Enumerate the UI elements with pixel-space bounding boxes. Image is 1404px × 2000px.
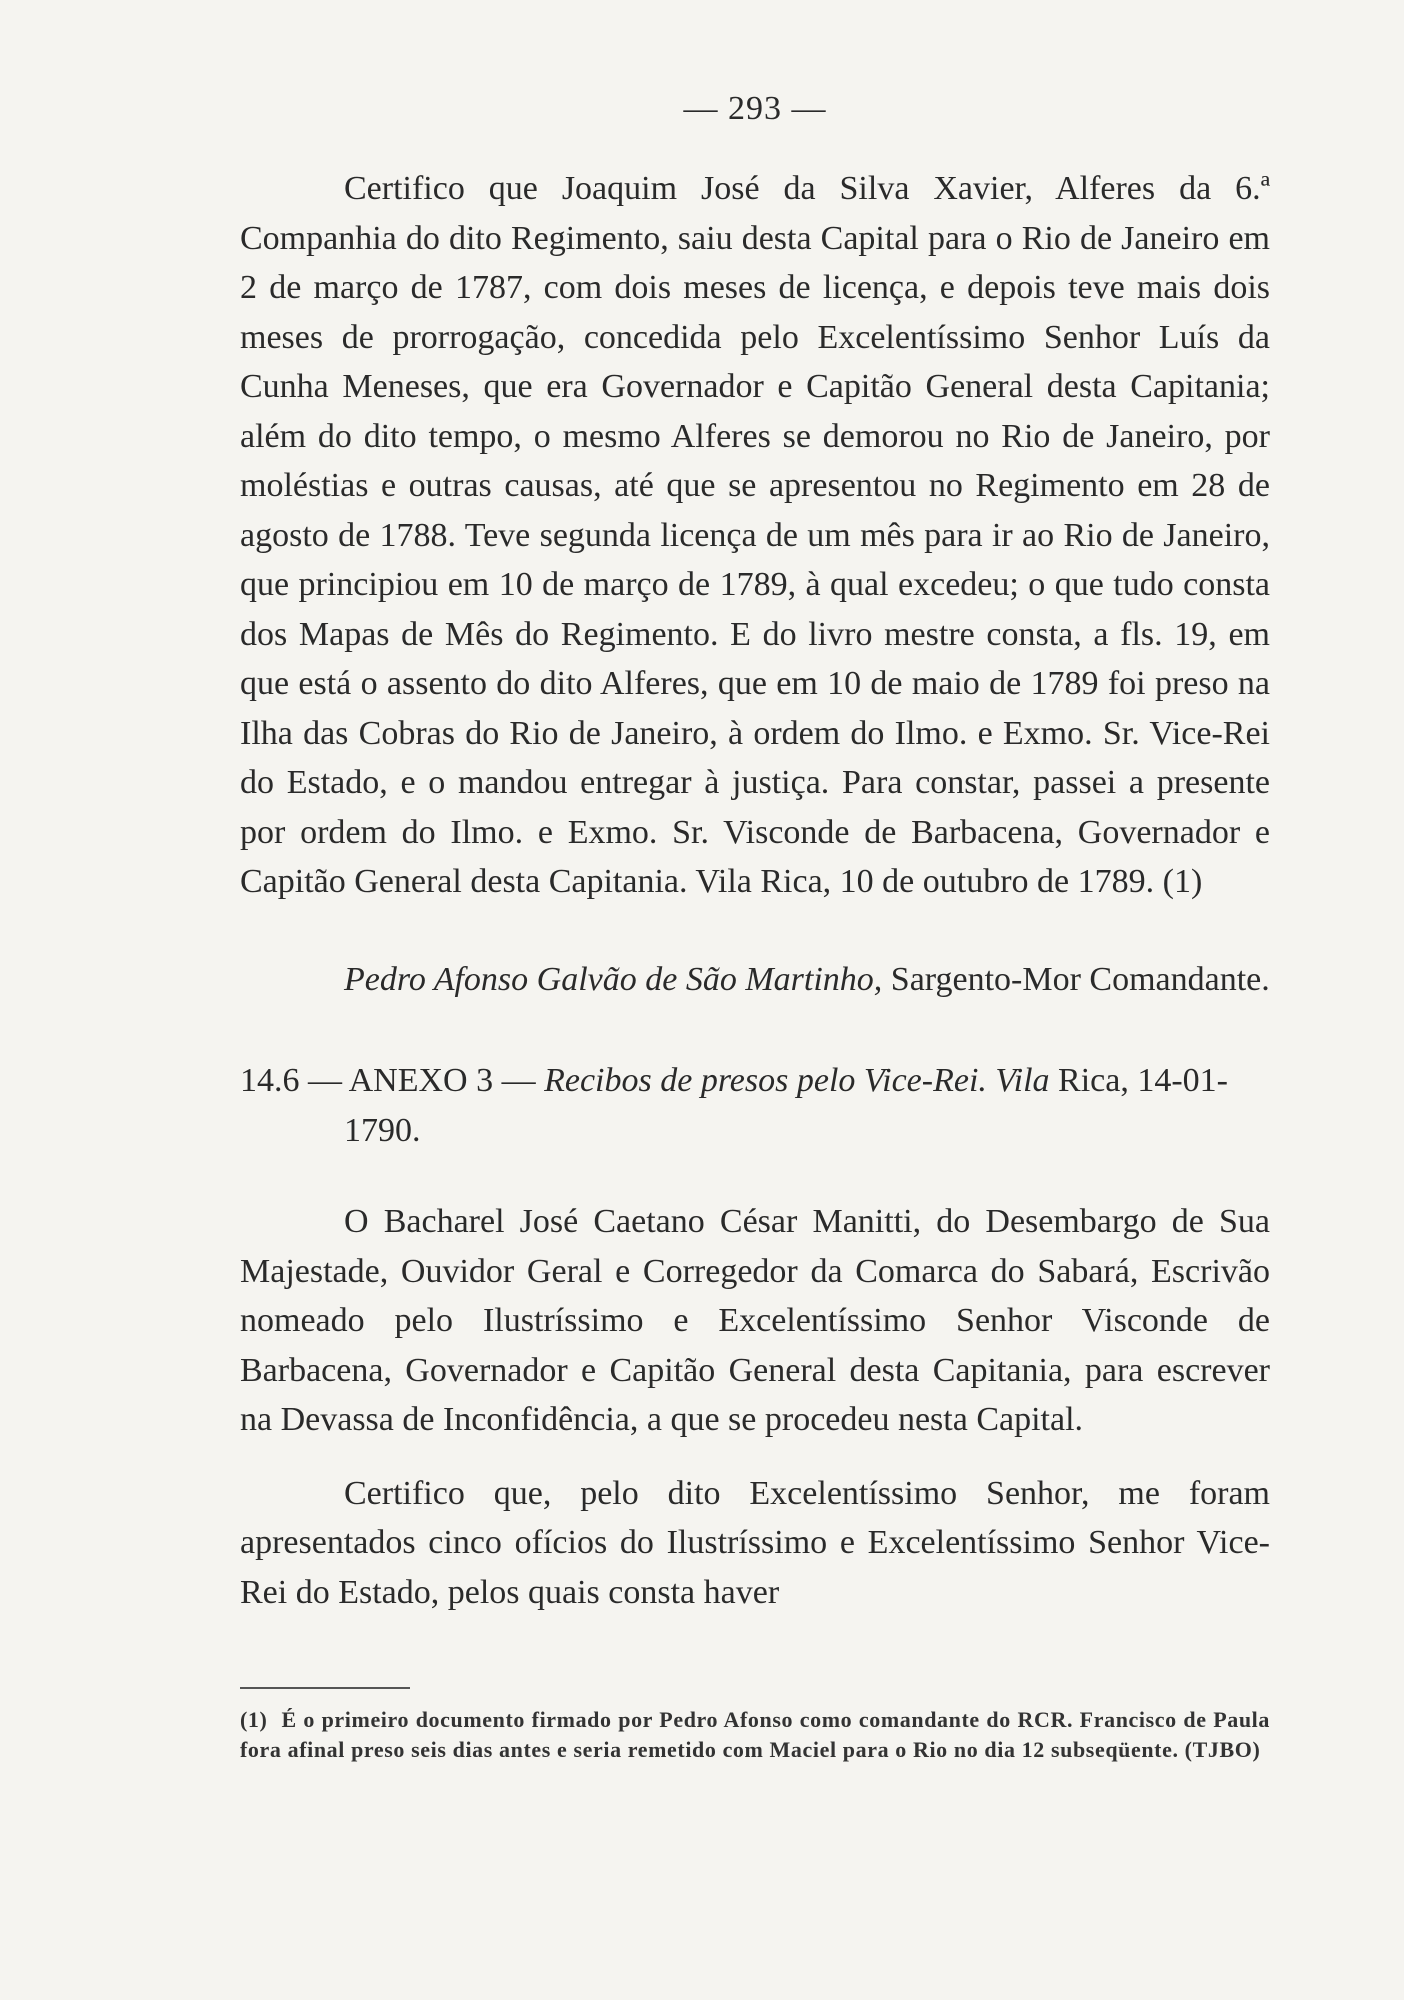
signature-title: Sargento-Mor Comandante. [882,960,1270,998]
footnote-marker: (1) [240,1707,268,1732]
annex-heading [240,1056,1270,1155]
footnote-divider [240,1687,410,1689]
annex-date: Rica, 14-01-1790. [344,1062,1228,1149]
footnote-text: É o primeiro documento firmado por Pedro Afonso como comandante do RCR. Francisco de Paula fora afinal preso seis dias antes e seria remetido com Maciel para o Rio no dia 12 subseqüente. (TJBO) [240,1707,1270,1762]
certificate-paragraph: Certifico que Joaquim José da Silva Xavier, Alferes da 6.ª Companhia do dito Regimento, saiu desta Capital para o Rio de Janeiro em 2 de março de 1787, com dois meses de licença, e depois teve mais dois meses de prorrogação, concedida pelo Excelentíssimo Senhor Luís da Cunha Meneses, que era Governador e Capitão General desta Capitania; além do dito tempo, o mesmo Alferes se demorou no Rio de Janeiro, por moléstias e outras causas, até que se apresentou no Regimento em 28 de agosto de 1788. Teve segunda licença de um mês para ir ao Rio de Janeiro, que principiou em 10 de março de 1789, à qual excedeu; o que tudo consta dos Mapas de Mês do Regimento. E do livro mestre consta, a fls. 19, em que está o assento do dito Alferes, que em 10 de maio de 1789 foi preso na Ilha das Cobras do Rio de Janeiro, à ordem do Ilmo. e Exmo. Sr. Vice-Rei do Estado, e o mandou entregar à justiça. Para constar, passei a presente por ordem do Ilmo. e Exmo. Sr. Visconde de Barbacena, Governador e Capitão General desta Capitania. Vila Rica, 10 de outubro de 1789. (1) [240,170,1270,900]
annex-number: 14.6 — ANEXO 3 — [240,1062,545,1099]
footnote [240,1705,1270,1765]
signature-name: Pedro Afonso Galvão de São Martinho, [344,960,883,998]
scribe-paragraph: O Bacharel José Caetano César Manitti, do Desembargo de Sua Majestade, Ouvidor Geral e Corregedor da Comarca do Sabará, Escrivão nomeado pelo Ilustríssimo e Excelentíssimo Senhor Visconde de Barbacena, Governador e Capitão General desta Capitania, para escrever na Devassa de Inconfidência, a que se procedeu nesta Capital. [240,1203,1270,1438]
certificate-paragraph-2: Certifico que, pelo dito Excelentíssimo Senhor, me foram apresentados cinco ofícios do Ilustríssimo e Excelentíssimo Senhor Vice-Rei do Estado, pelos quais consta haver [240,1474,1270,1611]
signature-line [240,955,1270,1005]
page-number: — 293 — [683,90,827,127]
annex-title: Recibos de presos pelo Vice-Rei. Vila [544,1062,1050,1099]
document-page [240,90,1270,1765]
